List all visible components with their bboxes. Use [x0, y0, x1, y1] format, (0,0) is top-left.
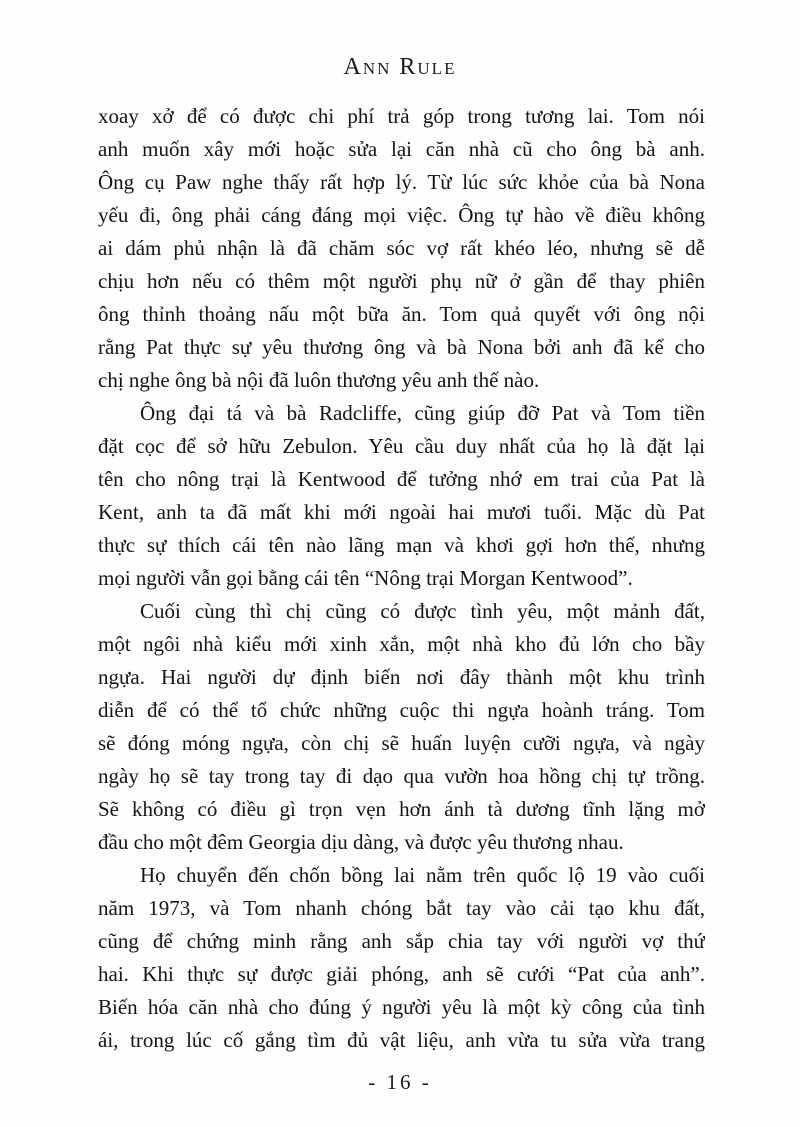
paragraph — [98, 100, 705, 397]
text-line: rằng Pat thực sự yêu thương ông và bà Nona bởi anh đã kể cho — [98, 335, 705, 359]
page-number: - 16 - — [368, 1070, 432, 1094]
text-line: tên cho nông trại là Kentwood để tưởng nhớ em trai của Pat là — [98, 467, 705, 491]
text-line: một ngôi nhà kiểu mới xinh xắn, một nhà kho đủ lớn cho bầy — [98, 632, 705, 656]
text-line: chịu hơn nếu có thêm một người phụ nữ ở gần để thay phiên — [98, 269, 705, 293]
paragraph — [98, 595, 705, 859]
text-line: mọi người vẫn gọi bằng cái tên “Nông trại Morgan Kentwood”. — [98, 566, 633, 590]
text-line: ông thỉnh thoảng nấu một bữa ăn. Tom quả quyết với ông nội — [98, 302, 705, 326]
text-line: xoay xở để có được chi phí trả góp trong tương lai. Tom nói — [98, 104, 705, 128]
text-line: năm 1973, và Tom nhanh chóng bắt tay vào cải tạo khu đất, — [98, 896, 705, 920]
text-line: Ông đại tá và bà Radcliffe, cũng giúp đỡ Pat và Tom tiền — [140, 401, 705, 425]
text-line: ai dám phủ nhận là đã chăm sóc vợ rất khéo léo, nhưng sẽ dễ — [98, 236, 705, 260]
text-line: Biến hóa căn nhà cho đúng ý người yêu là một kỳ công của tình — [98, 995, 705, 1019]
text-line: diễn để có thể tổ chức những cuộc thi ngựa hoành tráng. Tom — [98, 698, 705, 722]
page-body — [98, 100, 705, 1057]
text-line: Họ chuyển đến chốn bồng lai nằm trên quốc lộ 19 vào cuối — [140, 863, 705, 887]
text-line: Sẽ không có điều gì trọn vẹn hơn ánh tà dương tĩnh lặng mở — [98, 797, 705, 821]
text-line: đầu cho một đêm Georgia dịu dàng, và được yêu thương nhau. — [98, 830, 624, 854]
text-line: Cuối cùng thì chị cũng có được tình yêu, một mảnh đất, — [140, 599, 705, 623]
text-line: ngày họ sẽ tay trong tay đi dạo qua vườn hoa hồng chị tự trồng. — [98, 764, 705, 788]
running-header: Ann Rule — [343, 54, 457, 80]
text-line: cũng để chứng minh rằng anh sắp chia tay với người vợ thứ — [98, 929, 705, 953]
paragraph — [98, 859, 705, 1057]
text-line: chị nghe ông bà nội đã luôn thương yêu anh thế nào. — [98, 368, 540, 392]
text-line: đặt cọc để sở hữu Zebulon. Yêu cầu duy nhất của họ là đặt lại — [98, 434, 705, 458]
text-line: Kent, anh ta đã mất khi mới ngoài hai mươi tuổi. Mặc dù Pat — [98, 500, 705, 524]
text-line: Ông cụ Paw nghe thấy rất hợp lý. Từ lúc sức khỏe của bà Nona — [98, 170, 705, 194]
text-line: sẽ đóng móng ngựa, còn chị sẽ huấn luyện cưỡi ngựa, và ngày — [98, 731, 705, 755]
text-line: hai. Khi thực sự được giải phóng, anh sẽ cưới “Pat của anh”. — [98, 962, 705, 986]
text-line: anh muốn xây mới hoặc sửa lại căn nhà cũ cho ông bà anh. — [98, 137, 705, 161]
text-line: ái, trong lúc cố gắng tìm đủ vật liệu, anh vừa tu sửa vừa trang — [98, 1028, 705, 1052]
text-line: yếu đi, ông phải cáng đáng mọi việc. Ông tự hào về điều không — [98, 203, 705, 227]
paragraph — [98, 397, 705, 595]
text-line: ngựa. Hai người dự định biến nơi đây thành một khu trình — [98, 665, 705, 689]
text-line: thực sự thích cái tên nào lãng mạn và khơi gợi hơn thế, nhưng — [98, 533, 705, 557]
